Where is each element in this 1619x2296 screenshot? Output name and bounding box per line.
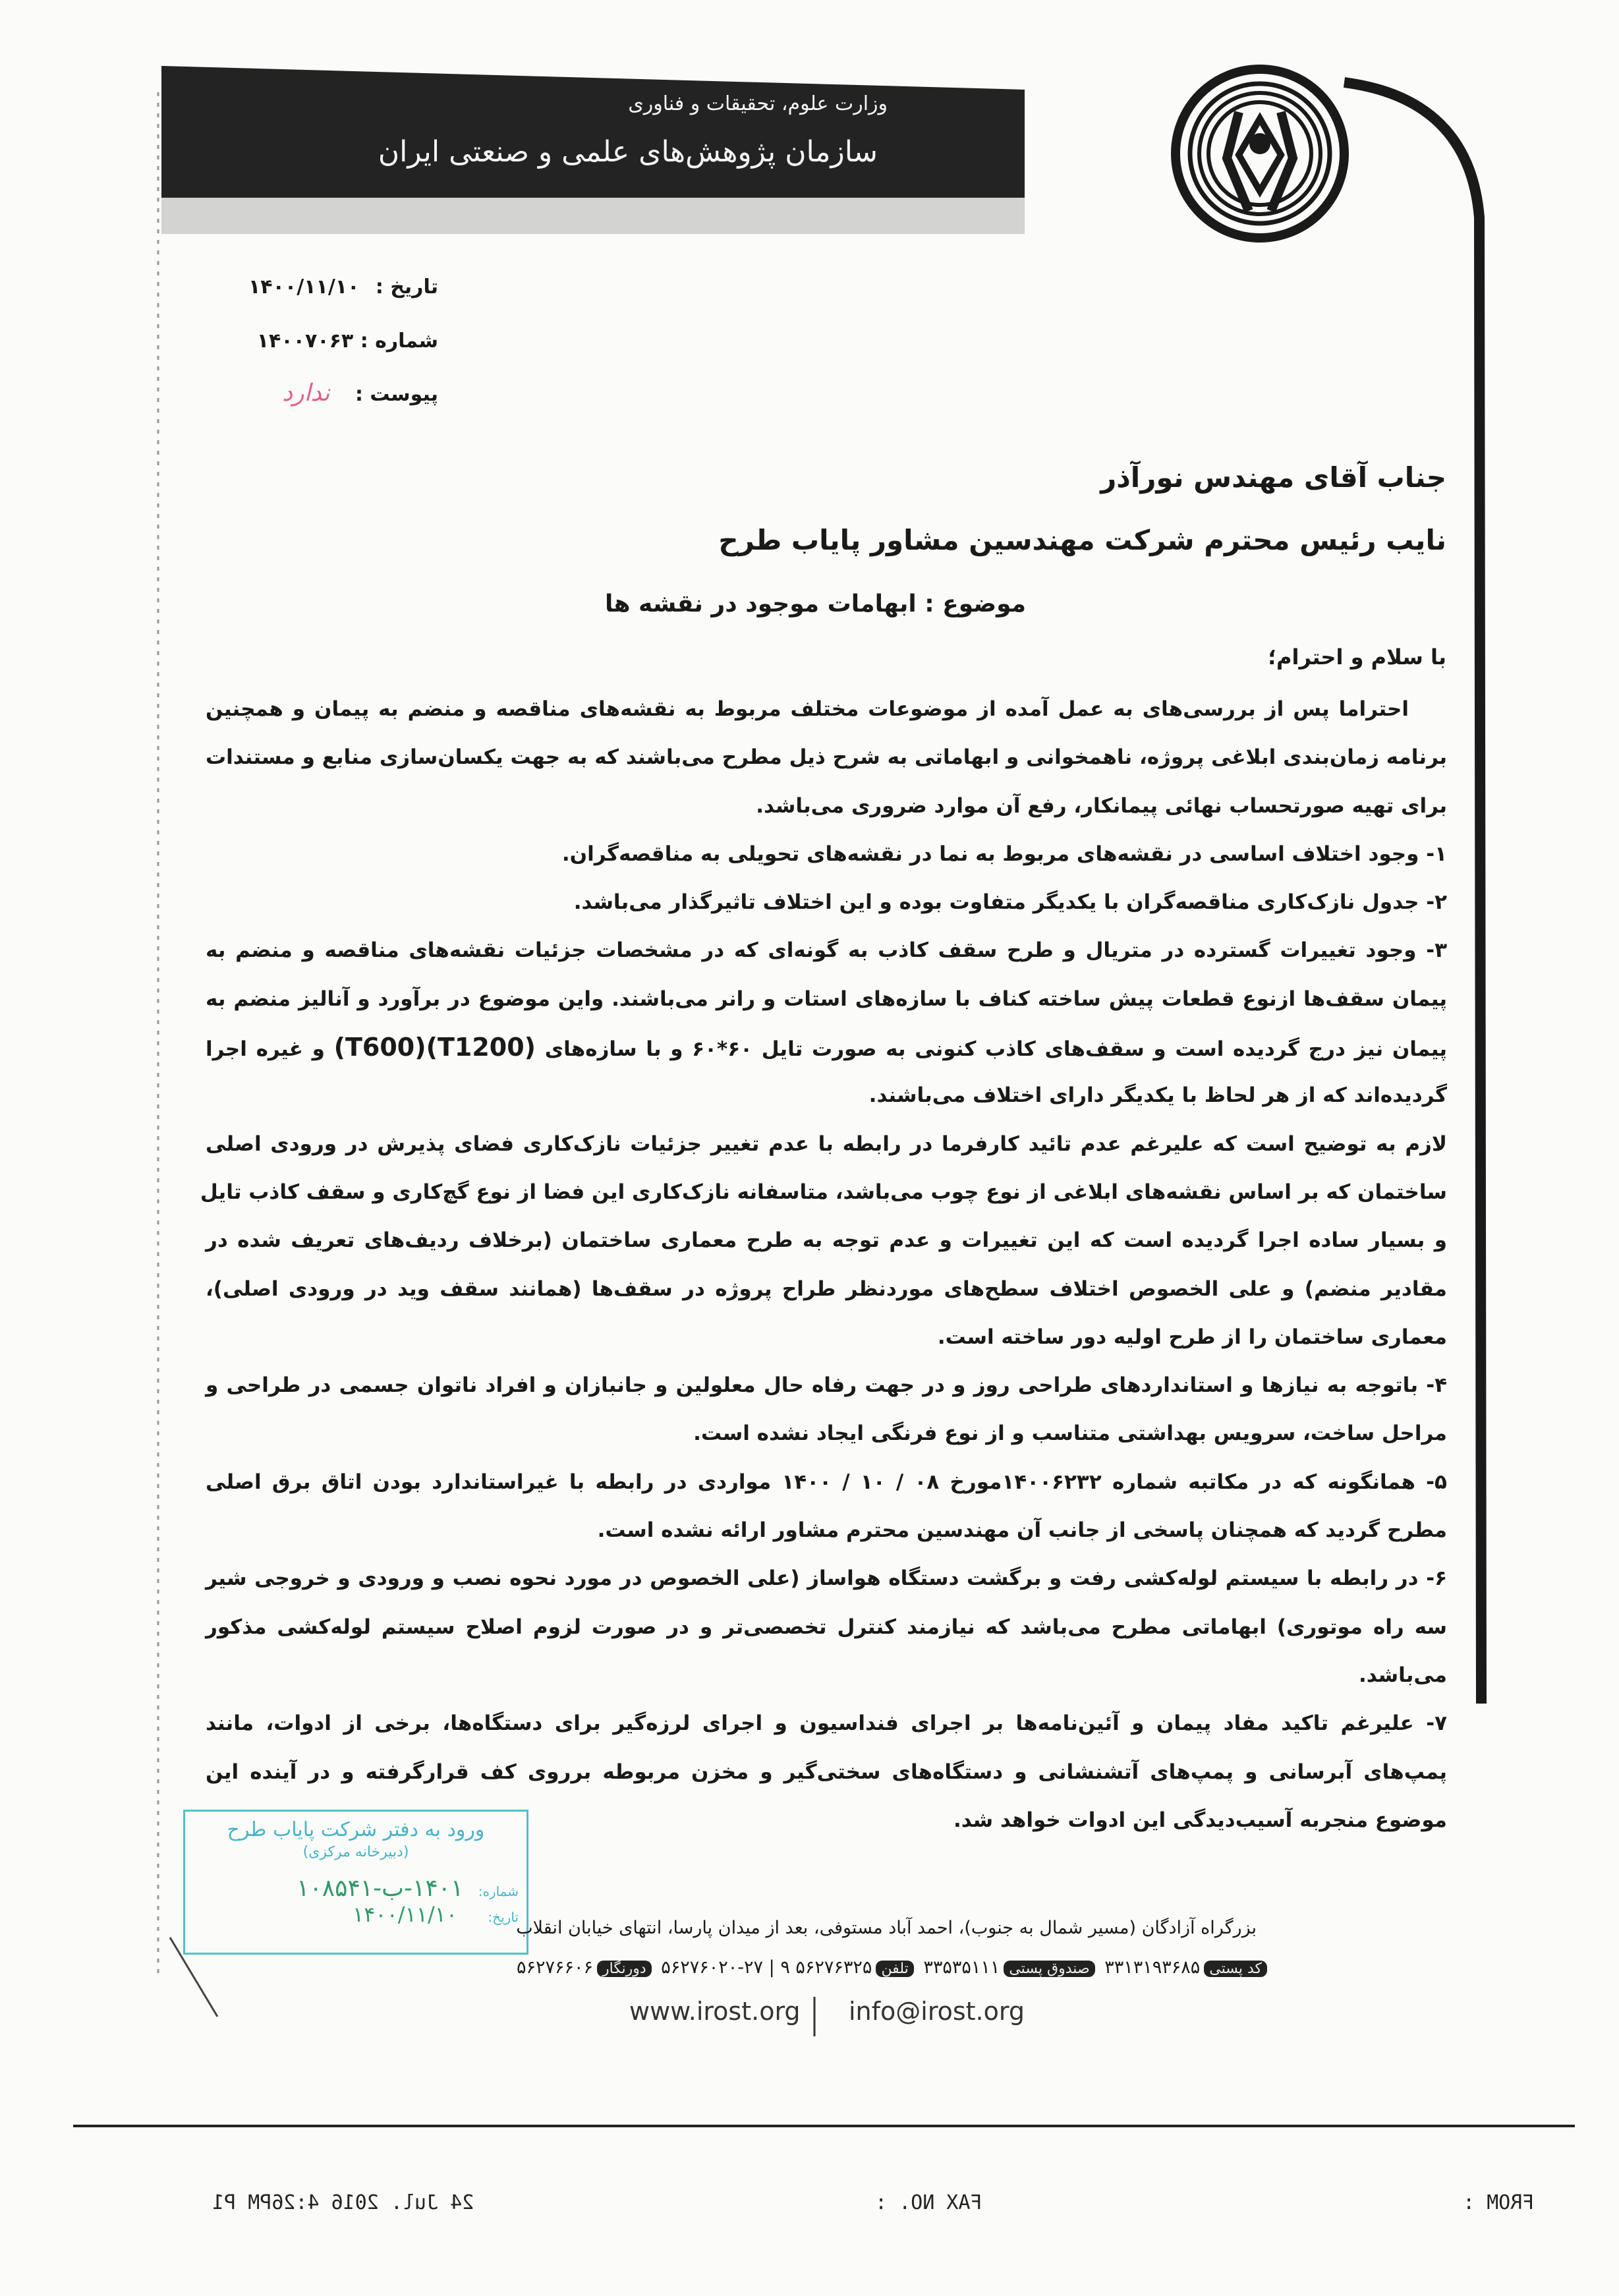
postal-code: ۳۳۱۳۱۹۳۶۸۵ xyxy=(1104,1957,1201,1978)
body-line xyxy=(206,1023,1447,1072)
stamp-subtitle: (دبیرخانه مرکزی) xyxy=(302,1844,409,1860)
fax-number-label: FAX NO. : xyxy=(875,2191,982,2214)
header-band xyxy=(161,66,1025,198)
attachment-label: پیوست : xyxy=(355,383,438,406)
body-line: معماری ساختمان را از طرح اولیه دور ساخته است. xyxy=(937,1325,1447,1349)
header-band-texture xyxy=(161,198,1025,234)
body-line: ۷- علیرغم تاکید مفاد پیمان و آئین‌نامه‌ها بر اجرای فنداسیون و اجرای لرزه‌گیر برای دستگاه‌ها، برخی از ادوات، مانند xyxy=(206,1711,1447,1736)
footer-address: بزرگراه آزادگان (مسیر شمال به جنوب)، احمد آباد مستوفی، بعد از میدان پارسا، انتهای خیابان انقلاب xyxy=(516,1918,1257,1938)
recipient-name: جناب آقای مهندس نورآذر xyxy=(1100,461,1446,494)
body-line: و بسیار ساده اجرا گردیده است که این تغییرات و عدم توجه به طرح معماری ساختمان (برخلاف ردیف‌های تعریف شده در xyxy=(206,1228,1447,1253)
number-row xyxy=(257,330,438,353)
po-box: ۳۳۵۳۵۱۱۱ xyxy=(923,1957,1000,1978)
body-line: سه راه موتوری) ابهاماتی مطرح می‌باشد که نیازمند کنترل تخصصی‌تر و در صورت لزوم اصلاح سیستم لوله‌کشی مذکور xyxy=(206,1615,1447,1639)
fax-timestamp: 24 Jul. 2016 4:26PM P1 xyxy=(212,2191,474,2214)
stamp-number-row xyxy=(185,1875,526,1902)
phone-label: تلفن xyxy=(876,1961,913,1977)
recipient-title: نایب رئیس محترم شرکت مهندسین مشاور پایاب طرح xyxy=(718,524,1446,556)
body-line: مقادیر منضم) و علی الخصوص اختلاف سطح‌های موردنظر طراح پروژه در سقف‌ها (همانند سقف وید در ورودی اصلی)، xyxy=(206,1277,1447,1301)
stamp-date-row xyxy=(185,1902,526,1927)
body-line: لازم به توضیح است که علیرغم عدم تائید کارفرما در رابطه با عدم تغییر جزئیات نازک‌کاری فضای پذیرش در ورودی اصلی xyxy=(206,1132,1447,1156)
fax-from-label: FROM : xyxy=(1463,2191,1535,2214)
body-line: ساختمان که بر اساس نقشه‌های ابلاغی از نوع چوب می‌باشد، متاسفانه نازک‌کاری این فضا از نوع گچ‌کاری و سقف کاذب تایل xyxy=(200,1180,1447,1204)
body-line-part: و غیره اجرا xyxy=(206,1037,334,1062)
stamp-number-handwritten: ۱۴۰۱-ب-۱۰۸۵۴۱ xyxy=(297,1875,464,1902)
body-line: گردیده‌اند که از هر لحاظ با یکدیگر دارای اختلاف می‌باشند. xyxy=(868,1083,1447,1108)
irost-logo-icon xyxy=(1176,69,1344,238)
stamp-date-handwritten: ۱۴۰۰/۱۱/۱۰ xyxy=(353,1902,458,1927)
body-line: می‌باشد. xyxy=(1358,1663,1447,1687)
footer-contacts xyxy=(517,1957,1271,1978)
body-line: ۱- وجود اختلاف اساسی در نقشه‌های مربوط به نما در نقشه‌های تحویلی به مناقصه‌گران. xyxy=(561,842,1447,866)
organization-name: سازمان پژوهش‌های علمی و صنعتی ایران xyxy=(378,135,878,169)
body-line: ۶- در رابطه با سیستم لوله‌کشی رفت و برگشت دستگاه هواساز (علی الخصوص در مورد نحوه نصب و ورودی و خروجی شیر xyxy=(206,1566,1447,1591)
phone: ۵۶۲۷۶۳۲۵ ۹ | ۵۶۲۷۶۰۲۰-۲۷ xyxy=(661,1957,872,1978)
body-line-part: پیمان نیز درج گردیده است و سقف‌های کاذب کنونی به صورت تایل ۶۰*۶۰ و با سازه‌های xyxy=(536,1037,1447,1062)
stamp-number-label: شماره: xyxy=(478,1883,519,1899)
attachment-handwritten: ندارد xyxy=(282,380,330,407)
fax-number: ۵۶۲۷۶۶۰۶ xyxy=(517,1957,594,1978)
body-line: برای تهیه صورتحساب نهائی پیمانکار، رفع آن موارد ضروری می‌باشد. xyxy=(756,793,1447,818)
website-link[interactable]: www.irost.org xyxy=(629,1997,801,2026)
body-line: موضوع منجربه آسیب‌دیدگی این ادوات خواهد شد. xyxy=(953,1808,1447,1832)
number-label: شماره : xyxy=(360,330,438,353)
letter-body xyxy=(200,685,1447,1845)
body-line: برنامه زمان‌بندی ابلاغی پروژه، ناهمخوانی و ابهاماتی به شرح ذیل مطرح می‌باشند که به جهت یکسان‌سازی منابع و مستندات xyxy=(206,745,1447,770)
body-line: احتراما پس از بررسی‌های به عمل آمده از موضوعات مختلف مربوط به نقشه‌های مناقصه و منضم به پیمان و همچنین xyxy=(206,697,1409,721)
email-link[interactable]: info@irost.org xyxy=(849,1997,1025,2026)
ceiling-structure-codes: (T600)(T1200) xyxy=(333,1033,536,1062)
fax-label: دورنگار xyxy=(597,1961,652,1977)
po-box-label: صندوق پستی xyxy=(1004,1961,1094,1977)
greeting: با سلام و احترام؛ xyxy=(1268,645,1446,670)
body-line: مراحل ساخت، سرویس بهداشتی متناسب و از نوع فرنگی ایجاد نشده است. xyxy=(693,1421,1447,1446)
body-line: ۵- همانگونه که در مکاتبه شماره ۱۴۰۰۶۲۳۲مورخ ۰۸ / ۱۰ / ۱۴۰۰ مواردی در رابطه با غیراستاندارد بودن اتاق برق اصلی xyxy=(206,1470,1447,1494)
number-value: ۱۴۰۰۷۰۶۳ xyxy=(256,330,354,353)
attachment-row xyxy=(282,380,438,407)
date-value: ۱۴۰۰/۱۱/۱۰ xyxy=(248,275,360,299)
body-line: پیمان سقف‌ها ازنوع قطعات پیش ساخته کناف با سازه‌های استات و رانر می‌باشند. واین موضوع در برآورد و آنالیز منضم به xyxy=(206,987,1447,1011)
ministry-name: وزارت علوم، تحقیقات و فناوری xyxy=(628,92,888,115)
date-label: تاریخ : xyxy=(375,275,438,299)
body-line: پمپ‌های آبرسانی و پمپ‌های آتشنشانی و دستگاه‌های سختی‌گیر و مخزن مربوطه برروی کف قرارگرفته و در آینده این xyxy=(206,1760,1447,1784)
body-line: مطرح گردید که همچنان پاسخی از جانب آن مهندسین محترم مشاور ارائه نشده است. xyxy=(597,1518,1447,1543)
postal-code-label: کد پستی xyxy=(1204,1961,1267,1977)
body-line: ۴- باتوجه به نیازها و استانداردهای طراحی روز و در جهت رفاه حال معلولین و جانبازان و افراد ناتوان جسمی در طراحی و xyxy=(206,1373,1447,1398)
stamp-date-label: تاریخ: xyxy=(488,1909,519,1925)
received-stamp xyxy=(183,1810,528,1955)
body-line: ۲- جدول نازک‌کاری مناقصه‌گران با یکدیگر متفاوت بوده و این اختلاف تاثیرگذار می‌باشد. xyxy=(573,890,1447,915)
stamp-title: ورود به دفتر شرکت پایاب طرح xyxy=(227,1818,485,1841)
date-row xyxy=(248,275,438,299)
body-line: ۳- وجود تغییرات گسترده در متریال و طرح سقف کاذب به گونه‌ای که در مشخصات جزئیات نقشه‌های مناقصه و منضم به xyxy=(206,938,1447,963)
subject-line: موضوع : ابهامات موجود در نقشه ها xyxy=(605,590,1026,617)
